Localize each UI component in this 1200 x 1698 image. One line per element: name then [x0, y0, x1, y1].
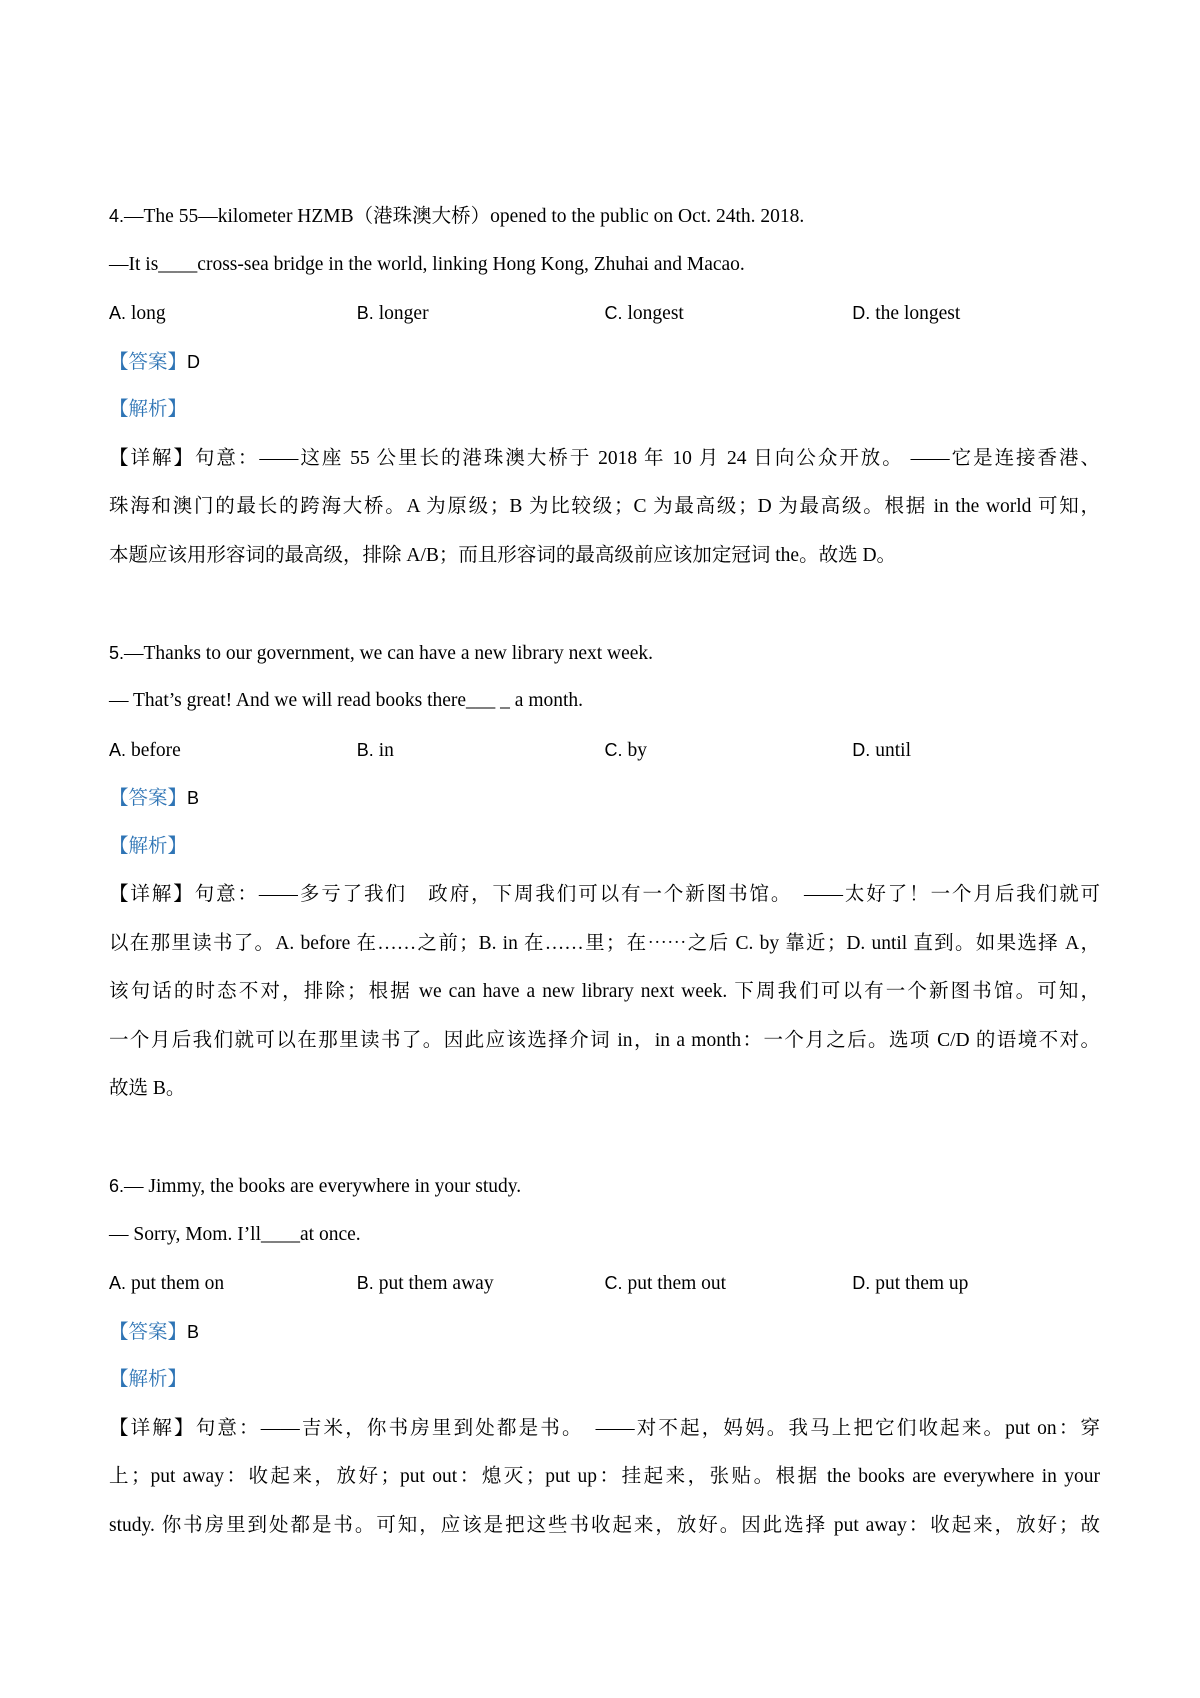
option-letter: B. — [356, 739, 374, 760]
question-stem-line — [109, 192, 1100, 241]
option-text: before — [131, 739, 181, 761]
detail-line: 【详解】句意：——吉米，你书房里到处都是书。 ——对不起，妈妈。我马上把它们收起来。put on：穿 — [109, 1417, 1100, 1439]
option-letter: D. — [852, 303, 871, 323]
answer-value: B — [187, 788, 200, 808]
option-letter: C. — [604, 739, 623, 760]
option-d — [852, 1259, 1100, 1309]
options-row — [109, 1259, 1100, 1308]
question-stem-text: — Sorry, Mom. I’ll____at once. — [109, 1223, 361, 1245]
option-text: by — [627, 739, 647, 761]
answer-value: B — [187, 1321, 200, 1342]
option-text: put them away — [378, 1273, 494, 1294]
analysis-label: 【解析】 — [109, 1369, 188, 1390]
option-text: long — [131, 303, 166, 324]
option-text: in — [378, 739, 394, 761]
detail-line: 一个月后我们就可以在那里读书了。因此应该选择介词 in，in a month：一个月之后。选项 C/D 的语境不对。 — [109, 1029, 1100, 1051]
blank-line — [109, 1114, 1100, 1163]
answer-line — [109, 774, 1100, 823]
question-stem-line — [109, 629, 1100, 678]
question-stem-line — [109, 1211, 1100, 1260]
answer-label: 【答案】 — [109, 788, 188, 809]
detail-line: 【详解】句意：——多亏了我们 政府，下周我们可以有一个新图书馆。 ——太好了！一个月后我们就可 — [109, 884, 1100, 905]
question-stem-line — [109, 241, 1100, 290]
option-letter: D. — [852, 1273, 871, 1293]
option-letter: A. — [109, 1273, 127, 1293]
option-text: longer — [378, 303, 429, 324]
question-stem-text: —The 55—kilometer HZMB（港珠澳大桥）opened to the public on Oct. 24th. 2018. — [124, 206, 805, 227]
answer-line — [109, 338, 1100, 387]
option-d — [852, 726, 1100, 776]
option-letter: B. — [356, 1273, 374, 1293]
answer-line — [109, 1308, 1100, 1357]
option-a — [109, 289, 357, 339]
option-text: the longest — [875, 303, 961, 324]
detail-line: 以在那里读书了。A. before 在……之前；B. in 在……里；在⋯⋯之后 C. by 靠近；D. until 直到。如果选择 A， — [109, 932, 1100, 954]
question-6 — [109, 1162, 1100, 1550]
option-b — [357, 1259, 605, 1309]
analysis-label: 【解析】 — [109, 835, 188, 857]
option-d — [852, 289, 1100, 339]
option-b — [357, 289, 605, 339]
option-c — [605, 726, 853, 776]
option-letter: B. — [356, 303, 374, 323]
option-letter: A. — [109, 739, 127, 760]
option-letter: D. — [852, 739, 871, 760]
detail-line: 珠海和澳门的最长的跨海大桥。A 为原级；B 为比较级；C 为最高级；D 为最高级。根据 in the world 可知， — [109, 496, 1100, 517]
option-c — [605, 1259, 853, 1309]
question-number: 4. — [109, 206, 125, 226]
option-b — [357, 726, 605, 776]
options-row — [109, 726, 1100, 775]
detail-line: 【详解】句意：——这座 55 公里长的港珠澳大桥于 2018 年 10 月 24 日向公众开放。 ——它是连接香港、 — [109, 447, 1100, 469]
analysis-line — [109, 386, 1100, 435]
detail-line: 故选 B。 — [109, 1078, 186, 1099]
option-text: longest — [627, 303, 684, 324]
blank-line — [109, 580, 1100, 629]
detail-line: 本题应该用形容词的最高级，排除 A/B；而且形容词的最高级前应该加定冠词 the。故选 D。 — [109, 544, 897, 566]
question-stem-text: — That’s great! And we will read books there___ _ a month. — [109, 690, 584, 711]
question-stem-text: —It is____cross-sea bridge in the world, linking Hong Kong, Zhuhai and Macao. — [109, 253, 745, 275]
document-content — [109, 192, 1100, 1550]
analysis-line — [109, 1356, 1100, 1405]
option-c — [605, 289, 853, 339]
option-letter: C. — [604, 303, 623, 323]
question-number: 6. — [109, 1176, 125, 1196]
detail-line: study. 你书房里到处都是书。可知，应该是把这些书收起来，放好。因此选择 put away：收起来，放好；故 — [109, 1514, 1100, 1536]
answer-value: D — [187, 351, 201, 372]
option-text: put them up — [875, 1273, 969, 1294]
options-row — [109, 289, 1100, 338]
option-a — [109, 726, 357, 776]
analysis-label: 【解析】 — [109, 399, 188, 420]
question-stem-text: — Jimmy, the books are everywhere in your study. — [124, 1176, 522, 1197]
question-5 — [109, 629, 1100, 1114]
option-text: until — [875, 739, 912, 761]
option-a — [109, 1259, 357, 1309]
detail-line: 该句话的时态不对，排除；根据 we can have a new library next week. 下周我们可以有一个新图书馆。可知， — [109, 981, 1100, 1002]
question-4 — [109, 192, 1100, 580]
option-letter: A. — [109, 303, 127, 323]
question-stem-text: —Thanks to our government, we can have a new library next week. — [124, 642, 654, 664]
answer-label: 【答案】 — [109, 1321, 188, 1343]
question-stem-line — [109, 677, 1100, 726]
detail-line: 上；put away：收起来，放好；put out：熄灭；put up：挂起来，张贴。根据 the books are everywhere in your — [109, 1466, 1100, 1487]
option-text: put them out — [627, 1273, 727, 1294]
analysis-line — [109, 823, 1100, 872]
option-letter: C. — [604, 1273, 623, 1293]
question-number: 5. — [109, 642, 125, 663]
question-stem-line — [109, 1162, 1100, 1211]
option-text: put them on — [131, 1273, 225, 1294]
answer-label: 【答案】 — [109, 351, 188, 373]
